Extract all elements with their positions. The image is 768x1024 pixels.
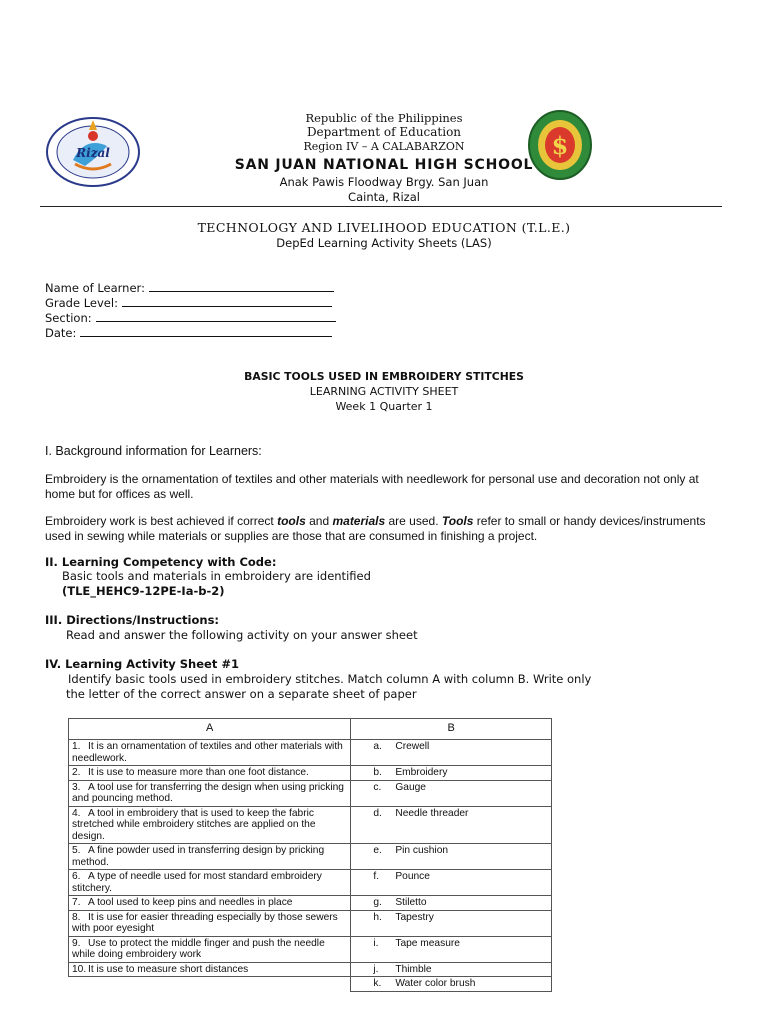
header-region: Region IV – A CALABARZON bbox=[303, 140, 465, 153]
table-row: 3. A tool use for transferring the design when using pricking and pouncing method. c. Gauge bbox=[69, 780, 552, 806]
choice-text: Stiletto bbox=[395, 897, 427, 908]
subject-title: TECHNOLOGY AND LIVELIHOOD EDUCATION (T.L.E.) bbox=[197, 220, 571, 235]
lesson-week: Week 1 Quarter 1 bbox=[335, 400, 433, 413]
lesson-title: BASIC TOOLS USED IN EMBROIDERY STITCHES bbox=[244, 370, 524, 383]
table-row: 1. It is an ornamentation of textiles and other materials with needlework. a. Crewell bbox=[69, 740, 552, 766]
choice-text: Water color brush bbox=[395, 978, 476, 989]
header-divider bbox=[40, 206, 722, 207]
choice-text: Pin cushion bbox=[395, 845, 449, 856]
item-text: A fine powder used in transferring design by pricking method. bbox=[72, 845, 325, 868]
name-field[interactable] bbox=[45, 280, 334, 295]
school-address: Anak Pawis Floodway Brgy. San Juan bbox=[279, 175, 489, 189]
section2-heading: II. Learning Competency with Code: bbox=[45, 555, 277, 569]
school-city: Cainta, Rizal bbox=[348, 190, 420, 204]
column-a-header: A bbox=[69, 719, 351, 740]
item-text: Use to protect the middle finger and push the needle while doing embroidery work bbox=[72, 937, 325, 960]
subject-subtitle: DepEd Learning Activity Sheets (LAS) bbox=[276, 236, 492, 250]
field-label: Section: bbox=[45, 311, 92, 325]
choice-text: Embroidery bbox=[395, 767, 448, 778]
field-label: Name of Learner: bbox=[45, 281, 145, 295]
header-department: Department of Education bbox=[306, 125, 462, 139]
choice-text: Needle threader bbox=[395, 807, 469, 819]
table-row: 4. A tool in embroidery that is used to keep the fabric stretched while embroidery stitches are applied on the design. d. Needle threader bbox=[69, 806, 552, 844]
table-row: 10. It is use to measure short distances j. Thimble bbox=[69, 962, 552, 977]
field-label: Date: bbox=[45, 326, 77, 340]
table-row: 6. A type of needle used for most standard embroidery stitchery. f. Pounce bbox=[69, 870, 552, 896]
grade-field[interactable] bbox=[45, 295, 332, 310]
svg-text:$: $ bbox=[551, 131, 569, 160]
section1-para2: Embroidery work is best achieved if correct tools and materials are used. Tools refer to small or handy devices/instruments used in sewing while materials or supplies are those that are consumed in finishing a project. bbox=[45, 514, 706, 543]
section4-text1: Identify basic tools used in embroidery stitches. Match column A with column B. Write only bbox=[68, 672, 592, 686]
choice-text: Gauge bbox=[395, 781, 426, 793]
item-text: A tool used to keep pins and needles in place bbox=[88, 897, 293, 908]
item-text: It is an ornamentation of textiles and other materials with needlework. bbox=[72, 741, 343, 764]
item-text: A tool use for transferring the design when using pricking and pouncing method. bbox=[72, 781, 344, 804]
section1-heading: I. Background information for Learners: bbox=[45, 444, 262, 458]
left-logo-text: Rizal bbox=[76, 146, 110, 160]
choice-text: Tape measure bbox=[395, 937, 460, 949]
table-header-row bbox=[69, 719, 552, 740]
section4-text2: the letter of the correct answer on a separate sheet of paper bbox=[66, 687, 417, 701]
section3-text: Read and answer the following activity on your answer sheet bbox=[66, 628, 418, 642]
matching-table bbox=[68, 718, 552, 992]
choice-text: Tapestry bbox=[395, 911, 434, 923]
table-row: 7. A tool used to keep pins and needles in place g. Stiletto bbox=[69, 896, 552, 911]
table-row: 2. It is use to measure more than one foot distance. b. Embroidery bbox=[69, 766, 552, 781]
section4-heading: IV. Learning Activity Sheet #1 bbox=[45, 657, 239, 671]
section-field[interactable] bbox=[45, 310, 336, 325]
date-field[interactable] bbox=[45, 325, 332, 340]
table-row: 5. A fine powder used in transferring design by pricking method. e. Pin cushion bbox=[69, 844, 552, 870]
item-text: It is use to measure more than one foot distance. bbox=[88, 767, 309, 778]
table-row: 8. It is use for easier threading especially by those sewers with poor eyesight h. Tapestry bbox=[69, 910, 552, 936]
school-name: SAN JUAN NATIONAL HIGH SCHOOL bbox=[234, 157, 534, 173]
column-b-header: B bbox=[351, 719, 552, 740]
item-text: A type of needle used for most standard embroidery stitchery. bbox=[72, 871, 322, 894]
competency-code: (TLE_HEHC9-12PE-Ia-b-2) bbox=[62, 584, 225, 598]
header-republic: Republic of the Philippines bbox=[305, 111, 463, 125]
section3-heading: III. Directions/Instructions: bbox=[45, 613, 220, 627]
table-row: 9. Use to protect the middle finger and push the needle while doing embroidery work i. Tape measure bbox=[69, 936, 552, 962]
table-row: k. Water color brush bbox=[69, 977, 552, 992]
choice-text: Pounce bbox=[395, 871, 430, 882]
section2-text: Basic tools and materials in embroidery are identified bbox=[62, 569, 371, 583]
item-text: It is use to measure short distances bbox=[88, 963, 249, 975]
field-label: Grade Level: bbox=[45, 296, 118, 310]
choice-text: Crewell bbox=[395, 741, 430, 752]
section1-para1: Embroidery is the ornamentation of textiles and other materials with needlework for personal use and decoration not only at home but for offices as well. bbox=[45, 472, 699, 501]
item-text: It is use for easier threading especially by those sewers with poor eyesight bbox=[72, 911, 338, 934]
lesson-sheet: LEARNING ACTIVITY SHEET bbox=[309, 385, 459, 398]
choice-text: Thimble bbox=[395, 963, 432, 975]
item-text: A tool in embroidery that is used to keep the fabric stretched while embroidery stitches are applied on the design. bbox=[72, 807, 316, 842]
